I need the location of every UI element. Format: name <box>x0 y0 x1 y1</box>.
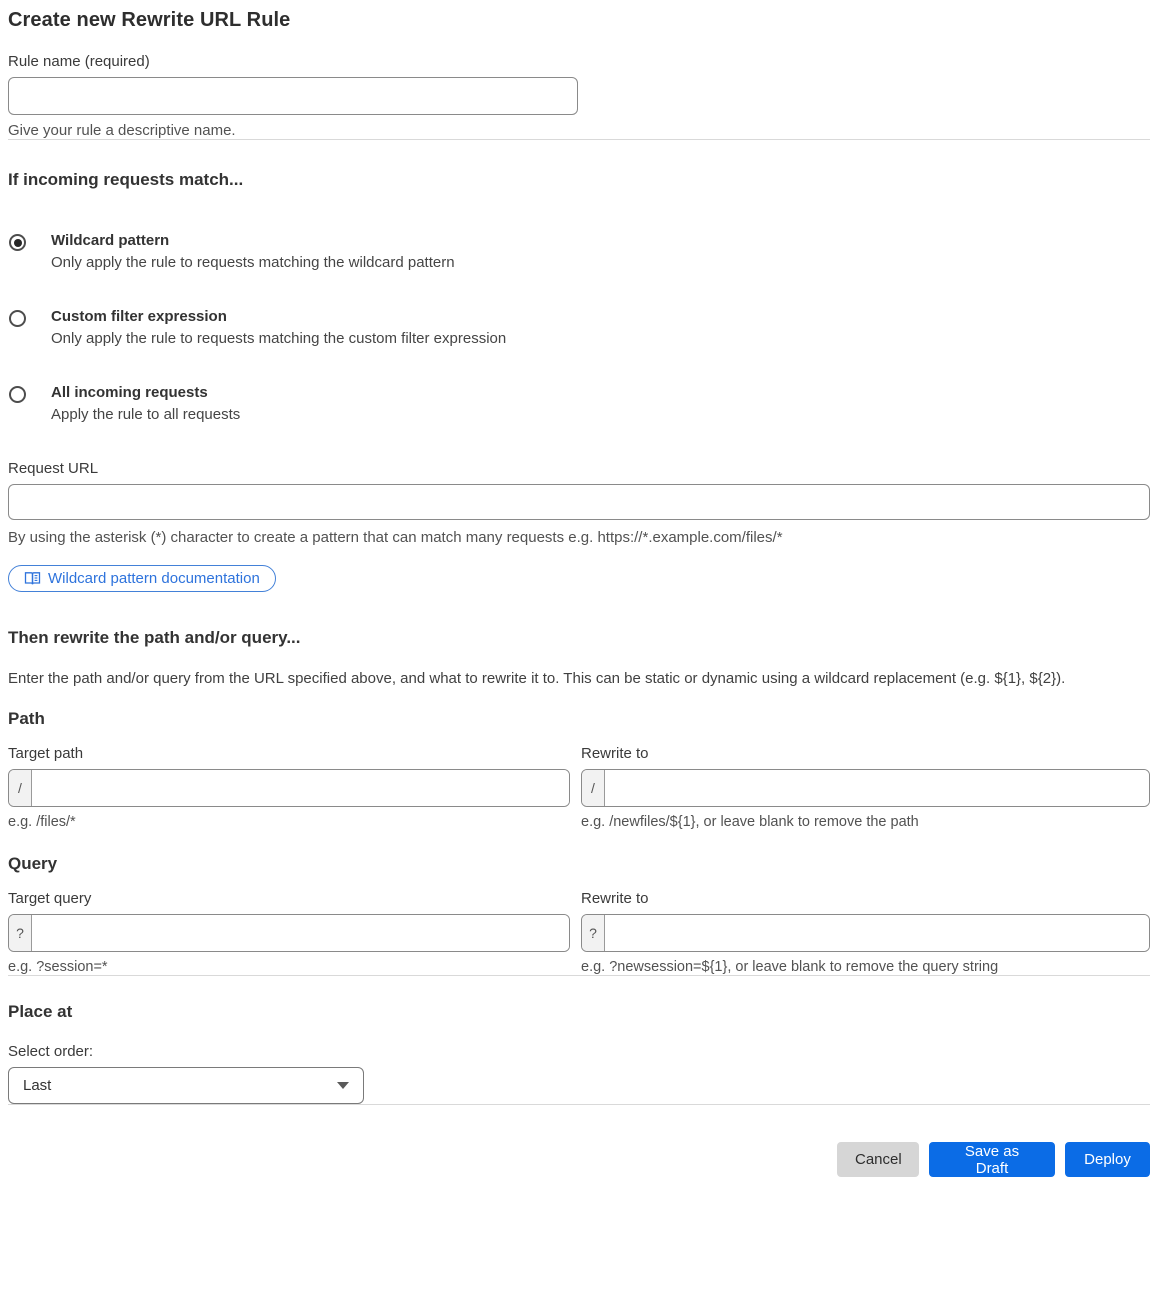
radio-option-all-requests[interactable] <box>8 384 1150 423</box>
rule-name-input[interactable] <box>8 77 578 115</box>
save-as-draft-button[interactable]: Save as Draft <box>929 1142 1055 1177</box>
footer-divider <box>8 1104 1150 1105</box>
order-select[interactable] <box>8 1067 364 1104</box>
path-prefix: / <box>582 770 605 806</box>
radio-label[interactable]: Custom filter expression <box>51 308 227 325</box>
rule-name-label: Rule name (required) <box>8 53 150 70</box>
target-path-input-group <box>8 769 570 807</box>
order-select-value: Last <box>23 1077 52 1094</box>
deploy-button[interactable]: Deploy <box>1065 1142 1150 1177</box>
rule-name-help: Give your rule a descriptive name. <box>8 122 236 139</box>
target-path-label: Target path <box>8 745 84 762</box>
place-at-heading: Place at <box>8 1002 73 1021</box>
radio-button[interactable] <box>9 234 26 251</box>
rule-name-section <box>8 53 1150 139</box>
rewrite-query-help: e.g. ?newsession=${1}, or leave blank to remove the query string <box>581 959 999 975</box>
target-path-column <box>8 745 570 830</box>
rewrite-path-input[interactable] <box>605 770 1149 806</box>
rewrite-path-help: e.g. /newfiles/${1}, or leave blank to remove the path <box>581 814 919 830</box>
target-query-label: Target query <box>8 890 92 907</box>
rewrite-query-input-group <box>581 914 1150 952</box>
target-query-column <box>8 890 570 975</box>
wildcard-docs-button[interactable] <box>8 565 276 592</box>
radio-button[interactable] <box>9 386 26 403</box>
radio-description: Only apply the rule to requests matching the wildcard pattern <box>51 254 455 271</box>
wildcard-docs-button-label: Wildcard pattern documentation <box>48 570 260 587</box>
rewrite-query-input[interactable] <box>605 915 1149 951</box>
radio-label[interactable]: All incoming requests <box>51 384 208 401</box>
target-query-help: e.g. ?session=* <box>8 959 108 975</box>
target-path-input[interactable] <box>32 770 569 806</box>
match-section-heading: If incoming requests match... <box>8 170 244 189</box>
path-row <box>8 745 1150 830</box>
section-divider <box>8 975 1150 976</box>
request-url-help: By using the asterisk (*) character to create a pattern that can match many requests e.g. https://*.example.com/files/* <box>8 529 783 546</box>
path-heading: Path <box>8 709 45 728</box>
footer-actions <box>8 1142 1150 1190</box>
rewrite-path-column <box>581 745 1150 830</box>
page-title: Create new Rewrite URL Rule <box>8 9 291 31</box>
request-url-input[interactable] <box>8 484 1150 520</box>
rewrite-path-label: Rewrite to <box>581 745 649 762</box>
radio-description: Apply the rule to all requests <box>51 406 241 423</box>
query-prefix: ? <box>9 915 32 951</box>
request-url-section <box>8 460 1150 546</box>
caret-down-icon <box>337 1082 349 1089</box>
radio-label[interactable]: Wildcard pattern <box>51 232 170 249</box>
rewrite-section-description: Enter the path and/or query from the URL specified above, and what to rewrite it to. This can be static or dynamic using a wildcard replacement (e.g. ${1}, ${2}). <box>8 670 1066 687</box>
rewrite-query-column <box>581 890 1150 975</box>
rewrite-section-heading: Then rewrite the path and/or query... <box>8 628 301 647</box>
target-path-help: e.g. /files/* <box>8 814 76 830</box>
request-url-label: Request URL <box>8 460 99 477</box>
book-icon <box>24 571 41 586</box>
radio-option-wildcard-pattern[interactable] <box>8 232 1150 271</box>
rewrite-query-label: Rewrite to <box>581 890 649 907</box>
section-divider <box>8 139 1150 140</box>
query-prefix: ? <box>582 915 605 951</box>
target-query-input[interactable] <box>32 915 569 951</box>
query-row <box>8 890 1150 975</box>
target-query-input-group <box>8 914 570 952</box>
radio-option-custom-filter[interactable] <box>8 308 1150 347</box>
select-order-label: Select order: <box>8 1043 94 1060</box>
rewrite-path-input-group <box>581 769 1150 807</box>
path-prefix: / <box>9 770 32 806</box>
cancel-button[interactable]: Cancel <box>837 1142 919 1177</box>
query-heading: Query <box>8 854 58 873</box>
radio-description: Only apply the rule to requests matching the custom filter expression <box>51 330 507 347</box>
radio-button[interactable] <box>9 310 26 327</box>
match-type-radio-group <box>8 232 1150 423</box>
